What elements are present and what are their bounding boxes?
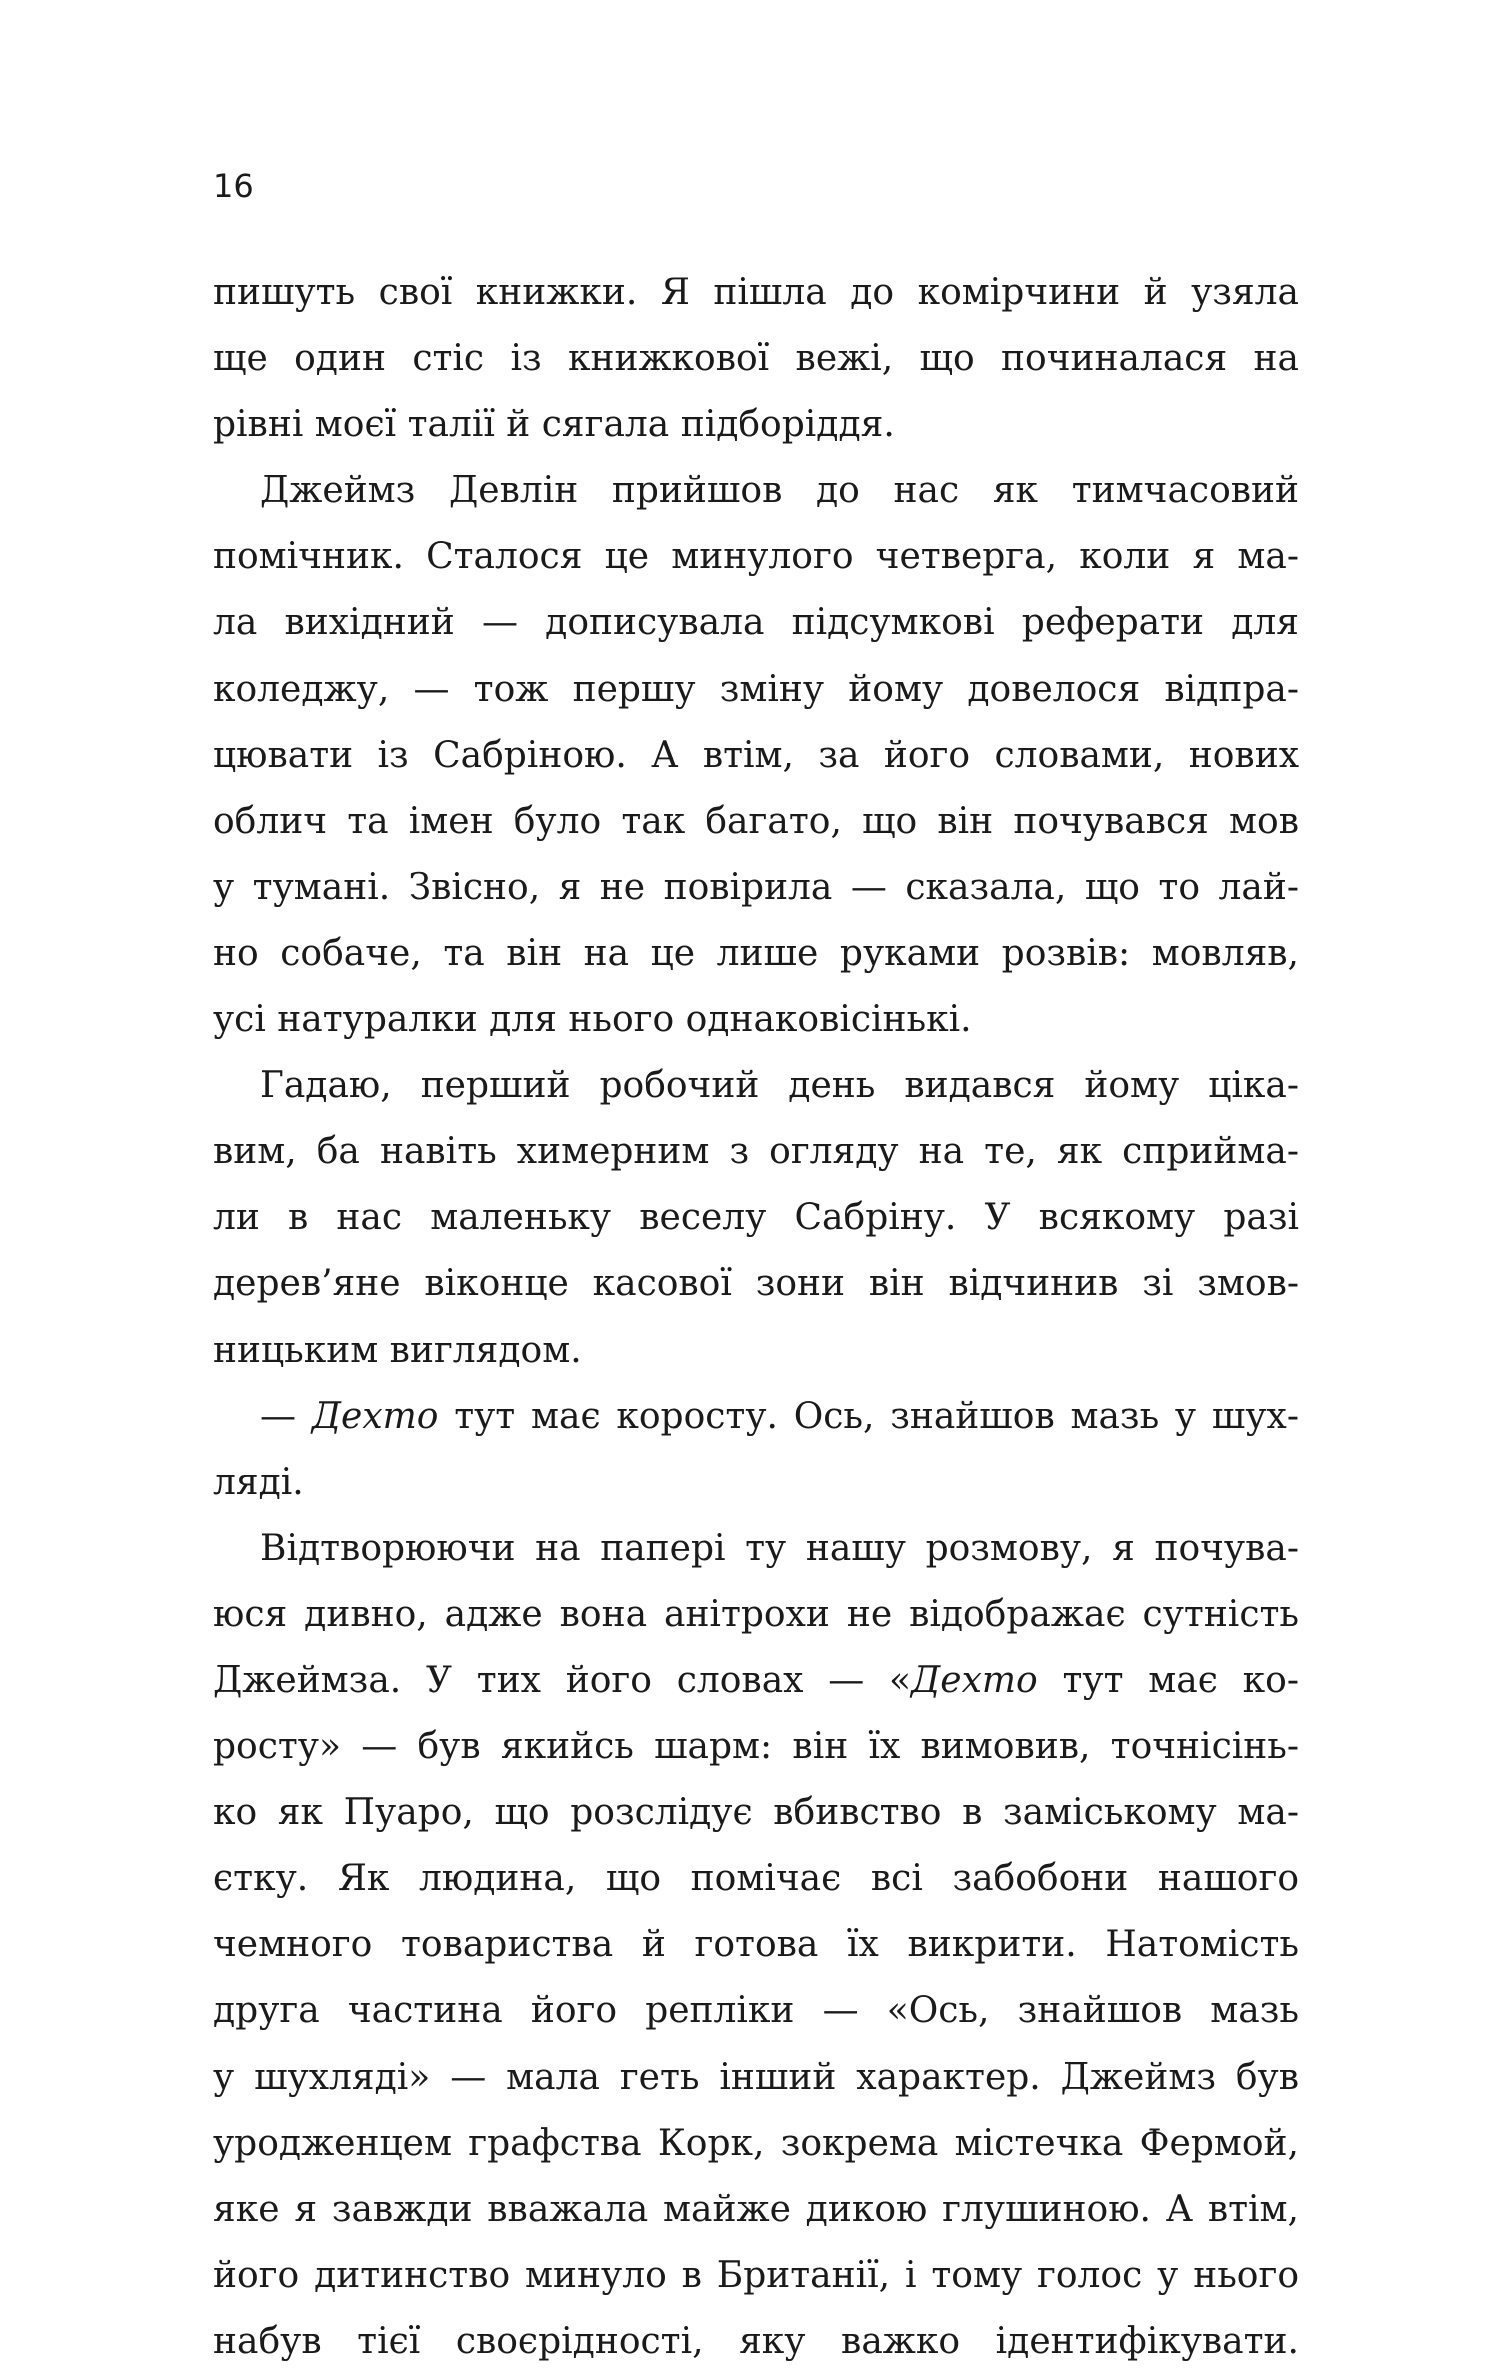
text-line: у шухляді» — мала геть інший характер. Джеймз був [213,2056,1299,2098]
text-line: цювати із Сабріною. А втім, за його словами, нових [213,734,1299,776]
text-line: його дитинство минуло в Британії, і тому голос у нього [213,2254,1299,2296]
text-line: пишуть свої книжки. Я пішла до комірчини й узяла [213,272,1299,313]
text-line: усі натуралки для нього однаковісінькі. [213,999,972,1041]
paragraph-1 [213,260,1299,458]
dialogue-text: тут має коросту. Ось, знайшов мазь у шух- [438,1395,1299,1437]
text-line: уродженцем графства Корк, зокрема містечка Фермой, [213,2122,1299,2164]
text-line: помічник. Сталося це минулого четверга, коли я ма- [213,536,1299,578]
text-line: ла вихідний — дописувала підсумкові реферати для [213,602,1299,644]
text-line: єтку. Як людина, що помічає всі забобони нашого [213,1858,1299,1900]
text-segment: Джеймза. У тих його словах — « [213,1659,912,1701]
page-number: 16 [213,167,254,205]
text-line: рівні моєї талії й сягала підборіддя. [213,404,895,446]
text-line [213,1384,1299,1450]
text-line: росту» — був якийсь шарм: він їх вимовив, точнісінь- [213,1726,1299,1768]
text-segment: тут має ко- [1037,1659,1299,1701]
body-text [213,260,1299,2375]
text-line: набув тієї своєрідності, яку важко ідентифікувати. [213,2320,1299,2362]
text-line: коледжу, — тож першу зміну йому довелося відпра- [213,668,1299,710]
dialogue-dash: — [260,1395,312,1437]
paragraph-4-dialogue [213,1384,1299,1516]
text-line: ко як Пуаро, що розслідує вбивство в заміському ма- [213,1792,1299,1834]
text-line: друга частина його репліки — «Ось, знайшов мазь [213,1990,1299,2032]
paragraph-5 [213,1516,1299,2375]
text-line: Гадаю, перший робочий день видався йому ціка- [260,1065,1299,1107]
text-line: яке я завжди вважала майже дикою глушиною. А втім, [213,2188,1299,2230]
text-line: вим, ба навіть химерним з огляду на те, як сприйма- [213,1131,1299,1173]
text-line: ницьким виглядом. [213,1329,582,1371]
text-line: дерев’яне віконце касової зони він відчинив зі змов- [213,1263,1299,1305]
text-line: Відтворюючи на папері ту нашу розмову, я почува- [260,1527,1299,1569]
text-line: у тумані. Звісно, я не повірила — сказала, що то лай- [213,866,1299,908]
text-line: ще один стіс із книжкової вежі, що починалася на [213,338,1299,380]
paragraph-2 [213,458,1299,1053]
italic-word: Дехто [311,1395,439,1437]
italic-word: Дехто [911,1659,1038,1701]
text-line: но собаче, та він на це лише руками розвів: мовляв, [213,932,1299,974]
text-line: ляді. [213,1461,304,1503]
paragraph-3 [213,1053,1299,1383]
text-line: Джеймз Девлін прийшов до нас як тимчасовий [260,470,1299,512]
text-line [213,1648,1299,1714]
text-line: чемного товариства й готова їх викрити. Натомість [213,1924,1299,1966]
text-line: юся дивно, адже вона анітрохи не відображає сутність [213,1593,1299,1635]
text-line: ли в нас маленьку веселу Сабріну. У всякому разі [213,1197,1299,1239]
text-line: облич та імен було так багато, що він почувався мов [213,800,1299,842]
